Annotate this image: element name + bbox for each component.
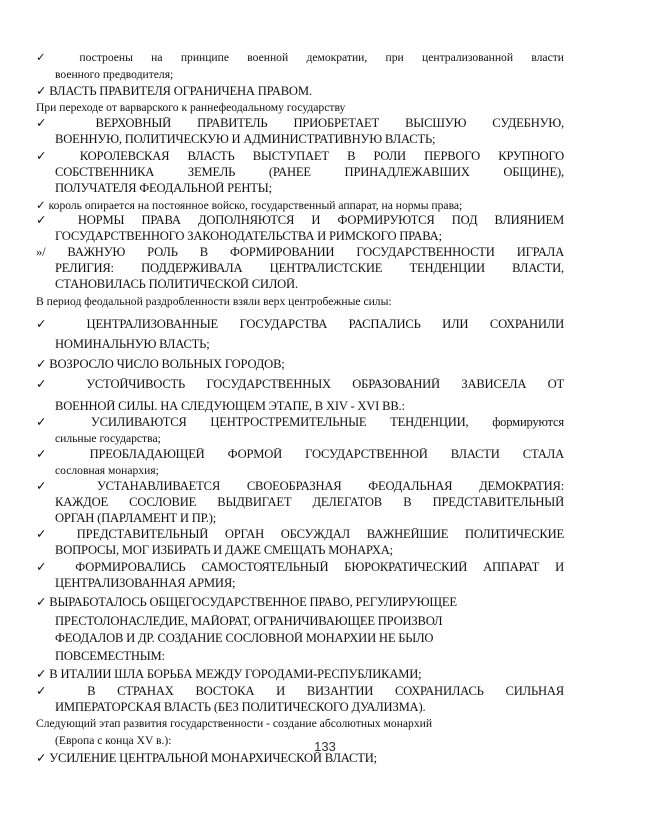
text-line: ✓ ФОРМИРОВАЛИСЬ САМОСТОЯТЕЛЬНЫЙ БЮРОКРАТИЧЕСКИЙ АППАРАТ И <box>36 561 564 574</box>
text-line: ✓ ЦЕНТРАЛИЗОВАННЫЕ ГОСУДАРСТВА РАСПАЛИСЬ ИЛИ СОХРАНИЛИ <box>36 318 564 331</box>
text-line: ФЕОДАЛОВ И ДР. СОЗДАНИЕ СОСЛОВНОЙ МОНАРХИИ НЕ БЫЛО <box>55 632 434 645</box>
text-line: ЦЕНТРАЛИЗОВАННАЯ АРМИЯ; <box>55 577 236 590</box>
text-line: ✓ НОРМЫ ПРАВА ДОПОЛНЯЮТСЯ И ФОРМИРУЮТСЯ ПОД ВЛИЯНИЕМ <box>36 214 564 227</box>
text-line: ГОСУДАРСТВЕННОГО ЗАКОНОДАТЕЛЬСТВА И РИМСКОГО ПРАВА; <box>55 230 442 243</box>
text-line: »/ ВАЖНУЮ РОЛЬ В ФОРМИРОВАНИИ ГОСУДАРСТВЕННОСТИ ИГРАЛА <box>36 246 564 259</box>
text-line: НОМИНАЛЬНУЮ ВЛАСТЬ; <box>55 338 210 351</box>
text-line: ВОПРОСЫ, МОГ ИЗБИРАТЬ И ДАЖЕ СМЕЩАТЬ МОНАРХА; <box>55 544 393 557</box>
text-line: ✓ ВЕРХОВНЫЙ ПРАВИТЕЛЬ ПРИОБРЕТАЕТ ВЫСШУЮ СУДЕБНУЮ, <box>36 117 564 130</box>
text-line: РЕЛИГИЯ: ПОДДЕРЖИВАЛА ЦЕНТРАЛИСТСКИЕ ТЕНДЕНЦИИ ВЛАСТИ, <box>55 262 564 275</box>
text-line: военного предводителя; <box>55 69 174 81</box>
text-line: ВОЕННУЮ, ПОЛИТИЧЕСКУЮ И АДМИНИСТРАТИВНУЮ ВЛАСТЬ; <box>55 133 436 146</box>
text-line: СТАНОВИЛАСЬ ПОЛИТИЧЕСКОЙ СИЛОЙ. <box>55 278 298 291</box>
text-line: ✓ УСТАНАВЛИВАЕТСЯ СВОЕОБРАЗНАЯ ФЕОДАЛЬНАЯ ДЕМОКРАТИЯ: <box>36 480 564 493</box>
text-line: ✓ построены на принципе военной демократии, при централизованной власти <box>36 52 564 64</box>
page-number: 133 <box>314 739 336 754</box>
text-line: ✓ УСТОЙЧИВОСТЬ ГОСУДАРСТВЕННЫХ ОБРАЗОВАНИЙ ЗАВИСЕЛА ОТ <box>36 378 564 391</box>
text-line: ПРЕСТОЛОНАСЛЕДИЕ, МАЙОРАТ, ОГРАНИЧИВАЮЩЕЕ ПРОИЗВОЛ <box>55 615 443 628</box>
text-line: сильные государства; <box>55 433 161 445</box>
text-line: При переходе от варварского к раннефеодальному государству <box>36 102 346 114</box>
text-line: ✓ УСИЛЕНИЕ ЦЕНТРАЛЬНОЙ МОНАРХИЧЕСКОЙ ВЛАСТИ; <box>36 752 377 765</box>
text-line: ✓ В СТРАНАХ ВОСТОКА И ВИЗАНТИИ СОХРАНИЛАСЬ СИЛЬНАЯ <box>36 685 564 698</box>
text-line: ОРГАН (ПАРЛАМЕНТ И ПР.); <box>55 512 217 525</box>
text-line: ✓ ВЫРАБОТАЛОСЬ ОБЩЕГОСУДАРСТВЕННОЕ ПРАВО, РЕГУЛИРУЮЩЕЕ <box>36 596 457 609</box>
text-line: (Европа с конца XV в.): <box>55 735 172 747</box>
text-line: ВОЕННОЙ СИЛЫ. НА СЛЕДУЮЩЕМ ЭТАПЕ, В XIV - XVI ВВ.: <box>55 400 405 413</box>
text-line: В период феодальной раздробленности взяли верх центробежные силы: <box>36 296 392 308</box>
text-line: ПОВСЕМЕСТНЫМ: <box>55 650 165 663</box>
text-line: КАЖДОЕ СОСЛОВИЕ ВЫДВИГАЕТ ДЕЛЕГАТОВ В ПРЕДСТАВИТЕЛЬНЫЙ <box>55 496 564 509</box>
text-line: сословная монархия; <box>55 465 159 477</box>
text-line: ПОЛУЧАТЕЛЯ ФЕОДАЛЬНОЙ РЕНТЫ; <box>55 182 272 195</box>
text-line: ИМПЕРАТОРСКАЯ ВЛАСТЬ (БЕЗ ПОЛИТИЧЕСКОГО ДУАЛИЗМА). <box>55 701 426 714</box>
text-line: ✓ ВОЗРОСЛО ЧИСЛО ВОЛЬНЫХ ГОРОДОВ; <box>36 358 285 371</box>
text-line: ✓ ВЛАСТЬ ПРАВИТЕЛЯ ОГРАНИЧЕНА ПРАВОМ. <box>36 85 312 98</box>
text-line: ✓ КОРОЛЕВСКАЯ ВЛАСТЬ ВЫСТУПАЕТ В РОЛИ ПЕРВОГО КРУПНОГО <box>36 150 564 163</box>
text-line: ✓ ПРЕДСТАВИТЕЛЬНЫЙ ОРГАН ОБСУЖДАЛ ВАЖНЕЙШИЕ ПОЛИТИЧЕСКИЕ <box>36 528 564 541</box>
text-line: ✓ УСИЛИВАЮТСЯ ЦЕНТРОСТРЕМИТЕЛЬНЫЕ ТЕНДЕНЦИИ, формируются <box>36 416 564 429</box>
text-line: ✓ ПРЕОБЛАДАЮЩЕЙ ФОРМОЙ ГОСУДАРСТВЕННОЙ ВЛАСТИ СТАЛА <box>36 448 564 461</box>
text-line: ✓ король опирается на постоянное войско, государственный аппарат, на нормы права; <box>36 200 463 212</box>
text-line: ✓ В ИТАЛИИ ШЛА БОРЬБА МЕЖДУ ГОРОДАМИ-РЕСПУБЛИКАМИ; <box>36 668 422 681</box>
text-line: Следующий этап развития государственности - создание абсолютных монархий <box>36 718 433 730</box>
text-line: СОБСТВЕННИКА ЗЕМЕЛЬ (РАНЕЕ ПРИНАДЛЕЖАВШИХ ОБЩИНЕ), <box>55 166 564 179</box>
